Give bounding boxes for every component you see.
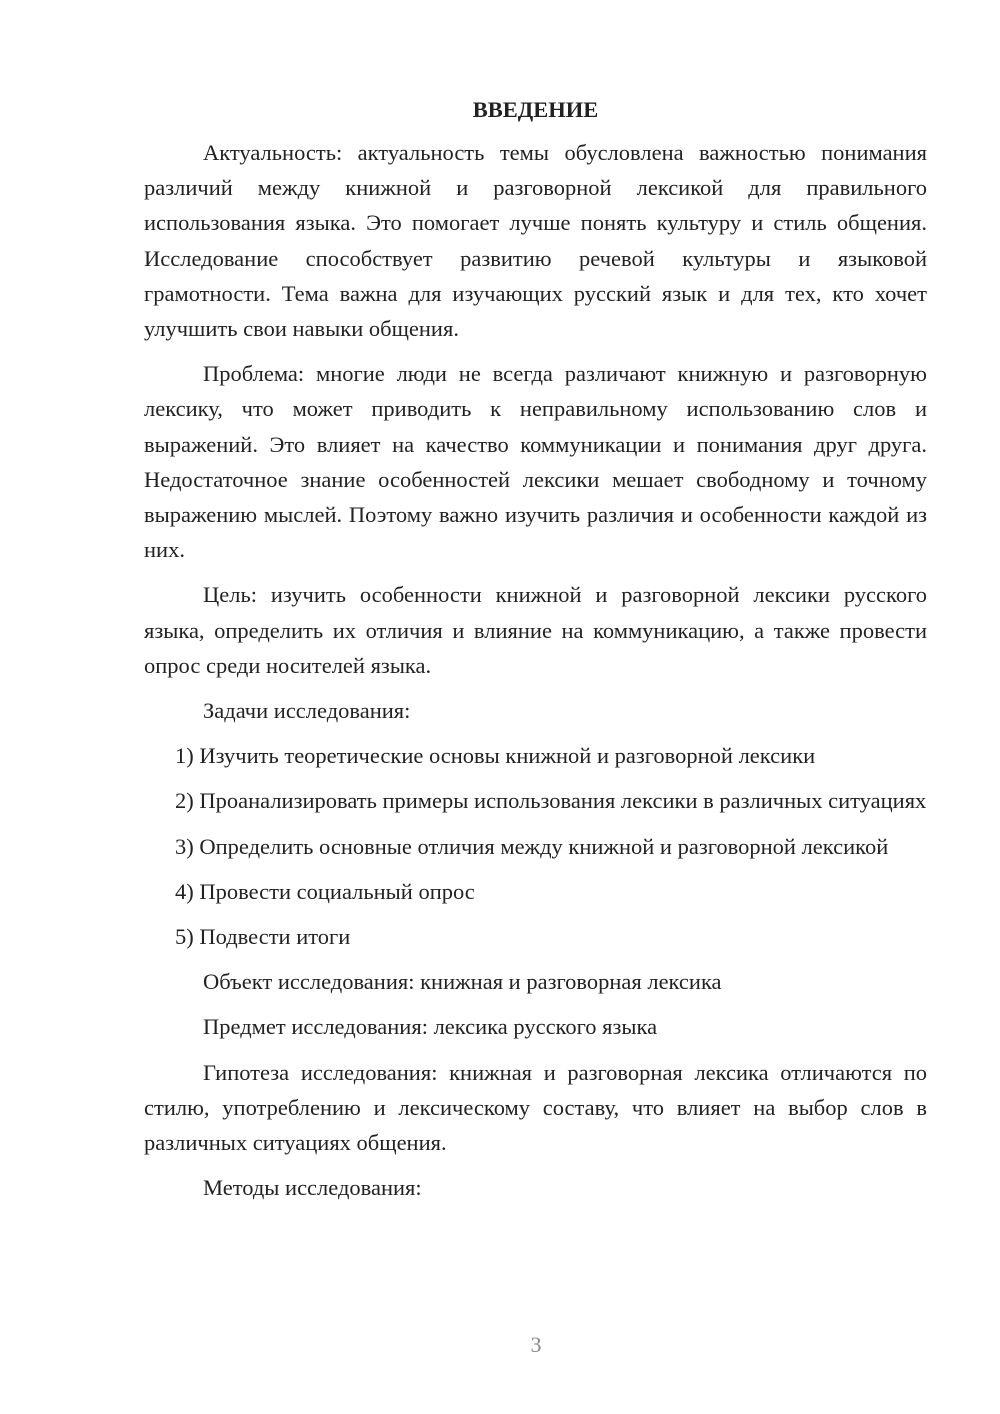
page-number: 3 [530, 1332, 542, 1357]
relevance-paragraph: Актуальность: актуальность темы обусловлена важностью понимания различий между книжной и разговорной лексикой для правильного использования языка. Это помогает лучше понять культуру и стиль общения. Исследование способствует развитию речевой культуры и языковой грамотности. Тема важна для изучающих русский язык и для тех, кто хочет улучшить свои навыки общения. [144, 140, 927, 342]
subject-paragraph: Предмет исследования: лексика русского языка [203, 1014, 658, 1040]
task-item-1: 1) Изучить теоретические основы книжной и разговорной лексики [175, 743, 816, 769]
object-paragraph: Объект исследования: книжная и разговорная лексика [203, 969, 722, 995]
hypothesis-paragraph: Гипотеза исследования: книжная и разговорная лексика отличаются по стилю, употреблению и лексическому составу, что влияет на выбор слов в различных ситуациях общения. [144, 1059, 927, 1156]
methods-heading: Методы исследования: [203, 1175, 422, 1201]
task-item-3: 3) Определить основные отличия между книжной и разговорной лексикой [175, 833, 889, 859]
task-item-2: 2) Проанализировать примеры использования лексики в различных ситуациях [175, 788, 927, 814]
problem-paragraph: Проблема: многие люди не всегда различают книжную и разговорную лексику, что может приводить к неправильному использованию слов и выражений. Это влияет на качество коммуникации и понимания друг друга. Недостаточное знание особенностей лексики мешает свободному и точному выражению мыслей. Поэтому важно изучить различия и особенности каждой из них. [144, 361, 927, 563]
task-item-5: 5) Подвести итоги [175, 924, 351, 950]
page-content [144, 92, 927, 1215]
task-item-4: 4) Провести социальный опрос [175, 878, 475, 904]
tasks-heading: Задачи исследования: [203, 698, 411, 724]
goal-paragraph: Цель: изучить особенности книжной и разговорной лексики русского языка, определить их отличия и влияние на коммуникацию, а также провести опрос среди носителей языка. [144, 582, 927, 678]
section-heading: ВВЕДЕНИЕ [472, 97, 599, 122]
